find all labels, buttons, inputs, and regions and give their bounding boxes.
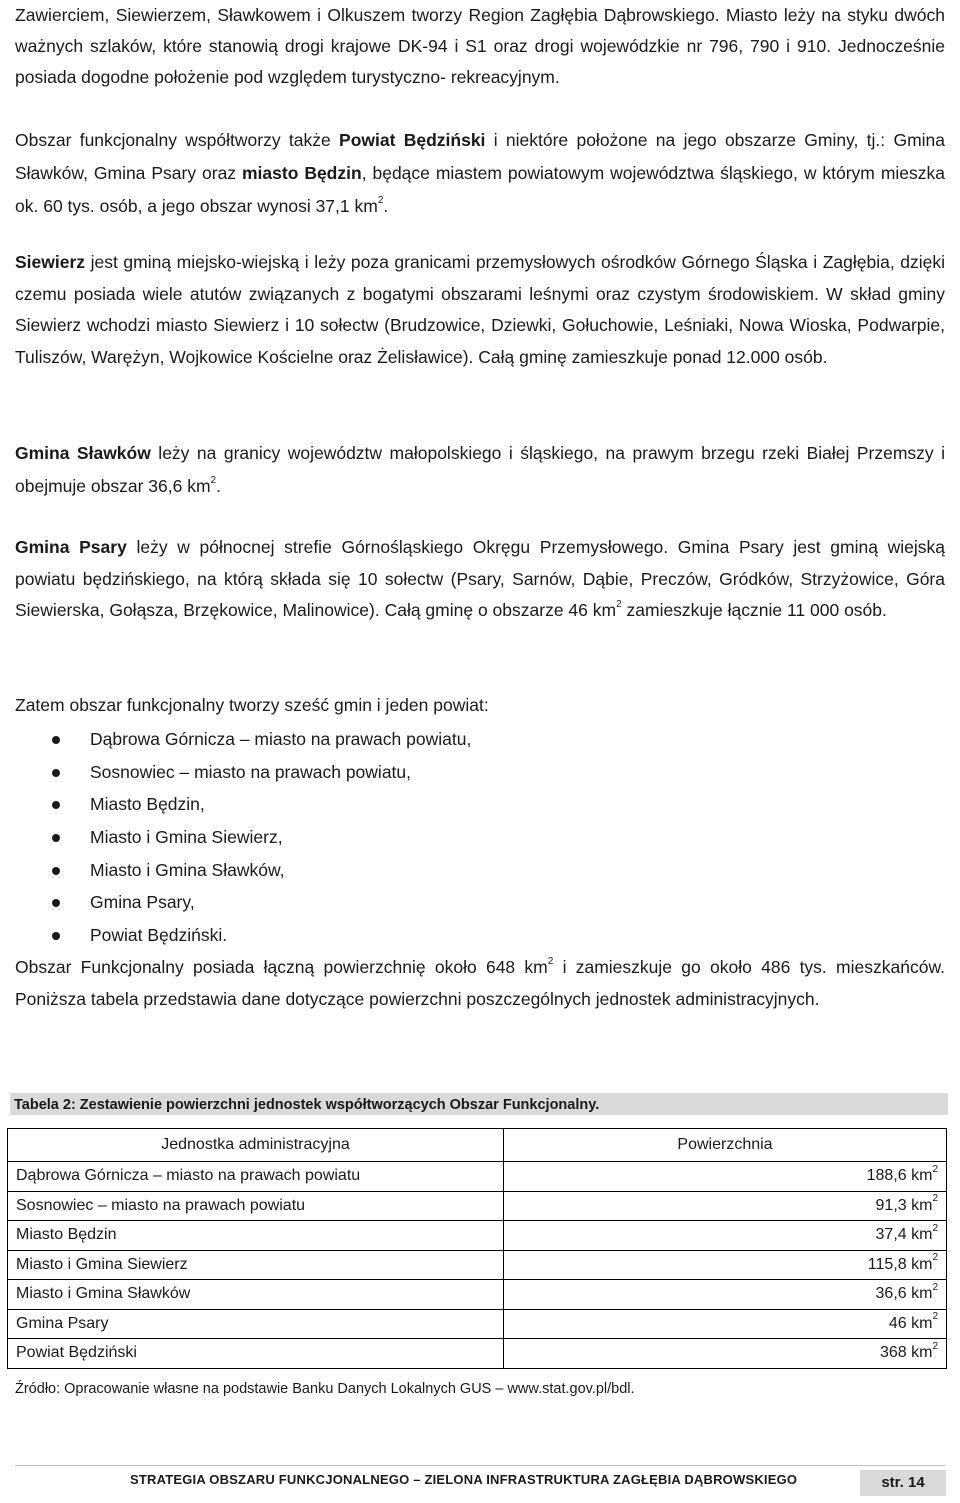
- cell-area: 91,3 $km^2$: [504, 1191, 947, 1221]
- table-row: [8, 1221, 947, 1251]
- list-item: Dąbrowa Górnicza – miasto na prawach powiatu,: [0, 723, 960, 756]
- paragraph-powiat-bedzinski: Obszar funkcjonalny współtworzy także Powiat Będziński i niektóre położone na jego obszarze Gminy, tj.: Gmina Sławków, Gmina Psary oraz miasto Będzin, będące miastem powiatowym województwa śląskiego, w którym mieszka ok. 60 tys. osób, a jego obszar wynosi 37,1 $km^2$.: [15, 130, 945, 216]
- paragraph-slawkow: Gmina Sławków leży na granicy województw małopolskiego i śląskiego, na prawym brzegu rzeki Białej Przemszy i obejmuje obszar 36,6 $km^2$.: [15, 443, 946, 496]
- page-number-badge: str. 14: [860, 1470, 946, 1496]
- cell-area: 188,6 $km^2$: [504, 1162, 947, 1192]
- bold-gmina-slawkow: Gmina Sławków: [15, 443, 151, 463]
- bullet-icon: [52, 899, 60, 907]
- cell-area: 37,4 $km^2$: [504, 1221, 947, 1251]
- bullet-icon: [52, 769, 60, 777]
- list-item: Sosnowiec – miasto na prawach powiatu,: [0, 756, 960, 789]
- table-row: [8, 1280, 947, 1310]
- table-row: [8, 1339, 947, 1369]
- table-source-note: Źródło: Opracowanie własne na podstawie Banku Danych Lokalnych GUS – www.stat.gov.pl/bdl.: [15, 1381, 635, 1397]
- table-row: [8, 1191, 947, 1221]
- list-item: Miasto i Gmina Sławków,: [0, 854, 960, 887]
- bullet-list: [0, 723, 960, 952]
- area-table: [7, 1128, 947, 1369]
- column-header-area: Powierzchnia: [504, 1129, 947, 1162]
- cell-unit-name: Miasto i Gmina Sławków: [8, 1280, 504, 1310]
- bullet-icon: [52, 801, 60, 809]
- list-item: Miasto i Gmina Siewierz,: [0, 821, 960, 854]
- paragraph-total-area: Obszar Funkcjonalny posiada łączną powierzchnię około 648 $km^2$ i zamieszkuje go około 486 tys. mieszkańców. Poniższa tabela przedstawia dane dotyczące powierzchni poszczególnych jednostek administracyjnych.: [15, 956, 945, 1009]
- cell-unit-name: Sosnowiec – miasto na prawach powiatu: [8, 1191, 504, 1221]
- list-item: Gmina Psary,: [0, 886, 960, 919]
- bold-gmina-psary: Gmina Psary: [15, 537, 127, 557]
- table-row: [8, 1309, 947, 1339]
- bullet-icon: [52, 834, 60, 842]
- table-caption: Tabela 2: Zestawienie powierzchni jednostek współtworzących Obszar Funkcjonalny.: [10, 1093, 948, 1115]
- cell-unit-name: Powiat Będziński: [8, 1339, 504, 1369]
- table-row: [8, 1162, 947, 1192]
- bold-miasto-bedzin: miasto Będzin: [241, 163, 362, 183]
- cell-area: 36,6 $km^2$: [504, 1280, 947, 1310]
- bullet-icon: [52, 736, 60, 744]
- cell-area: 46 $km^2$: [504, 1309, 947, 1339]
- column-header-unit: Jednostka administracyjna: [8, 1129, 504, 1162]
- cell-area: 115,8 $km^2$: [504, 1250, 947, 1280]
- footer-title: STRATEGIA OBSZARU FUNKCJONALNEGO – ZIELONA INFRASTRUKTURA ZAGŁĘBIA DĄBROWSKIEGO: [130, 1472, 798, 1487]
- table-header-row: [8, 1129, 947, 1162]
- cell-area: 368 $km^2$: [504, 1339, 947, 1369]
- bullet-icon: [52, 867, 60, 875]
- footer-divider: [15, 1465, 945, 1466]
- paragraph-siewierz: Siewierz jest gminą miejsko-wiejską i leży poza granicami przemysłowych ośrodków Górnego Śląska i Zagłębia, dzięki czemu posiada wiele atutów związanych z bogatymi obszarami leśnymi oraz czystym środowiskiem. W skład gminy Siewierz wchodzi miasto Siewierz i 10 sołectw (Brudzowice, Dziewki, Gołuchowie, Leśniaki, Nowa Wioska, Podwarpie, Tuliszów, Warężyn, Wojkowice Kościelne oraz Żelisławice). Całą gminę zamieszkuje ponad 12.000 osób.: [15, 252, 945, 367]
- bold-powiat-bedzinski: Powiat Będziński: [339, 130, 486, 150]
- cell-unit-name: Gmina Psary: [8, 1309, 504, 1339]
- paragraph-region: Zawierciem, Siewierzem, Sławkowem i Olkuszem tworzy Region Zagłębia Dąbrowskiego. Miasto leży na styku dwóch ważnych szlaków, które stanowią drogi krajowe DK-94 i S1 oraz drogi wojewódzkie nr 796, 790 i 910. Jednocześnie posiada dogodne położenie pod względem turystyczno- rekreacyjnym.: [15, 5, 945, 87]
- paragraph-intro-list: Zatem obszar funkcjonalny tworzy sześć gmin i jeden powiat:: [15, 695, 489, 715]
- list-item: Miasto Będzin,: [0, 788, 960, 821]
- paragraph-psary: Gmina Psary leży w północnej strefie Górnośląskiego Okręgu Przemysłowego. Gmina Psary jest gminą wiejską powiatu będzińskiego, na którą składa się 10 sołectw (Psary, Sarnów, Dąbie, Preczów, Gródków, Strzyżowice, Góra Siewierska, Gołąsza, Brzękowice, Malinowice). Całą gminę o obszarze 46 $km^2$ zamieszkuje łącznie 11 000 osób.: [15, 537, 946, 620]
- cell-unit-name: Miasto Będzin: [8, 1221, 504, 1251]
- cell-unit-name: Dąbrowa Górnicza – miasto na prawach powiatu: [8, 1162, 504, 1192]
- bold-siewierz: Siewierz: [15, 252, 86, 272]
- table-row: [8, 1250, 947, 1280]
- cell-unit-name: Miasto i Gmina Siewierz: [8, 1250, 504, 1280]
- list-item: Powiat Będziński.: [0, 919, 960, 952]
- bullet-icon: [52, 932, 60, 940]
